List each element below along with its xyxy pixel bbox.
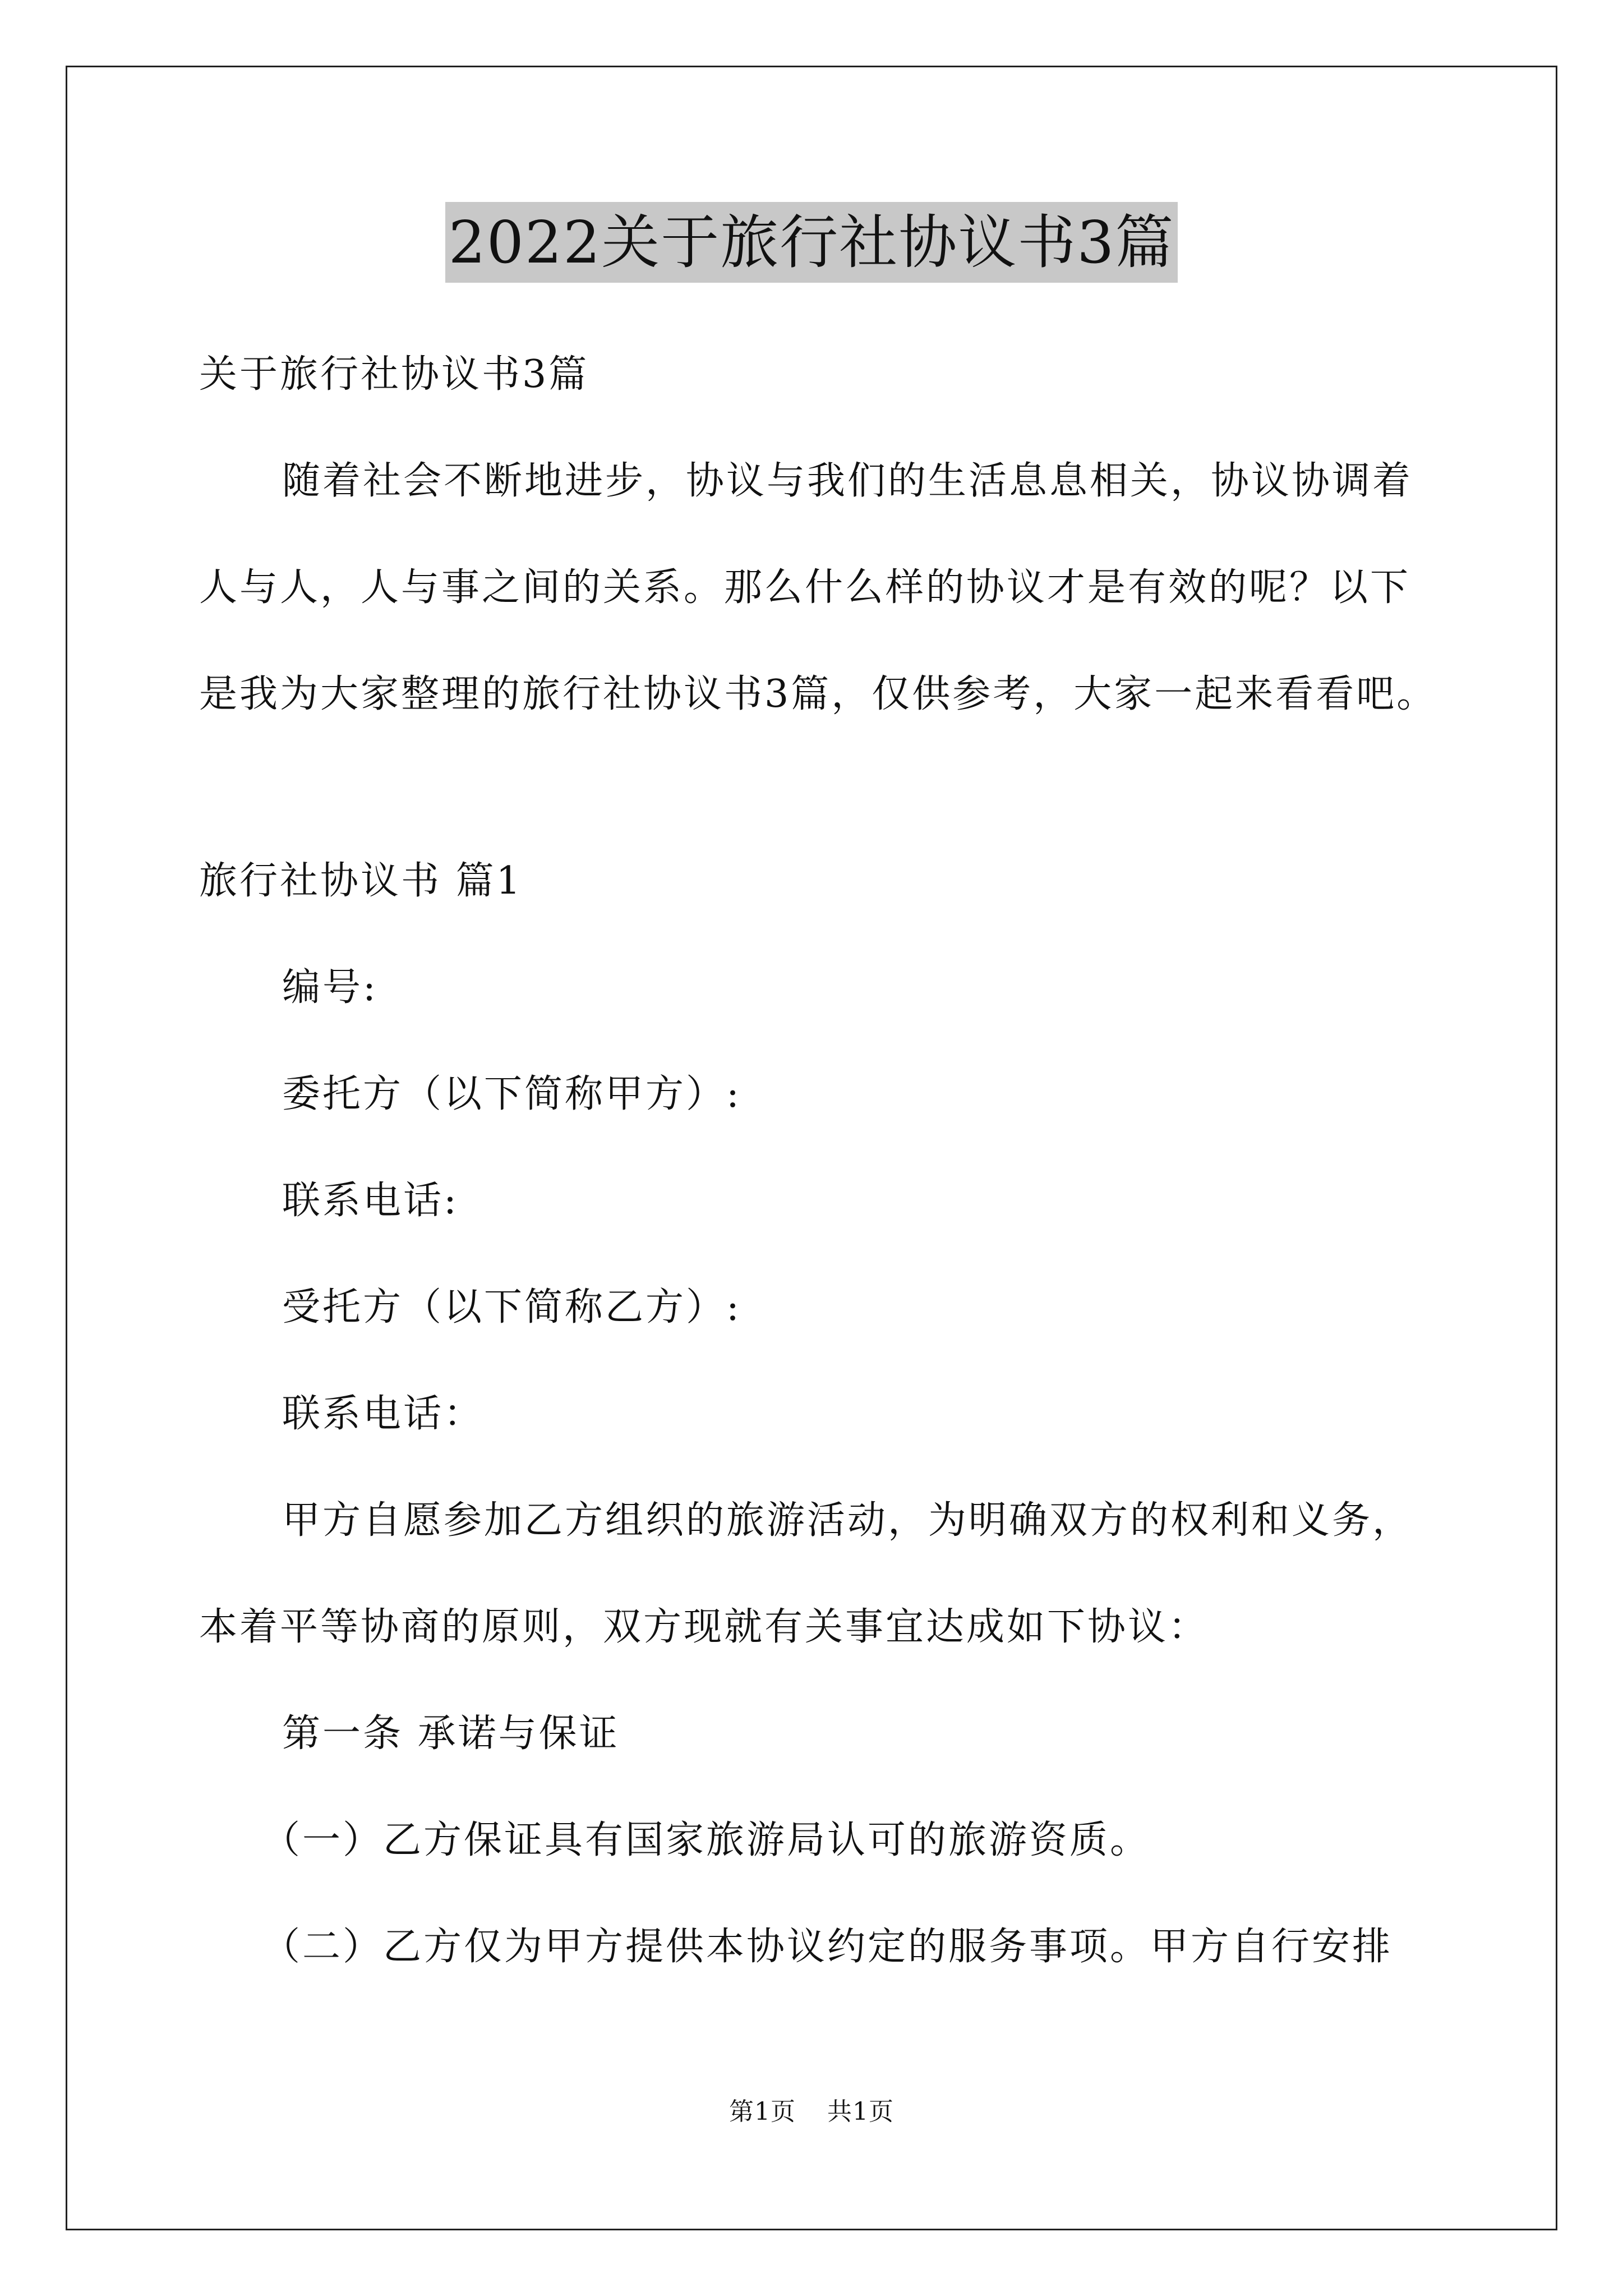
agent-phone-label: 联系电话： xyxy=(282,1392,485,1436)
agent-field-label: 受托方（以下简称乙方）: xyxy=(282,1285,741,1329)
intro-paragraph: 随着社会不断地进步，协议与我们的生活息息相关，协议协调着人与人，人与事之间的关系。那么什么样的协议才是有效的呢？以下是我为大家整理的旅行社协议书3篇，仅供参考，大家一起来看看吧。 xyxy=(199,459,1437,716)
preamble-paragraph: 甲方自愿参加乙方组织的旅游活动，为明确双方的权利和义务，本着平等协商的原则，双方现就有关事宜达成如下协议： xyxy=(199,1498,1413,1649)
page-footer xyxy=(0,2095,1623,2129)
document-title: 2022关于旅行社协议书3篇 xyxy=(445,202,1178,283)
page-number-total: 共1页 xyxy=(827,2097,894,2126)
number-field-label: 编号: xyxy=(282,965,378,1010)
principal-field-label: 委托方（以下简称甲方）: xyxy=(282,1072,741,1116)
article-1-heading: 第一条 承诺与保证 xyxy=(282,1711,620,1756)
document-body xyxy=(199,348,1450,2027)
section-heading: 旅行社协议书 篇1 xyxy=(199,859,523,903)
title-wrapper xyxy=(0,202,1623,283)
document-subtitle: 关于旅行社协议书3篇 xyxy=(199,352,589,397)
principal-phone-label: 联系电话: xyxy=(282,1179,459,1223)
article-1-item-1: （一）乙方保证具有国家旅游局认可的旅游资质。 xyxy=(262,1818,1151,1862)
article-1-item-2: （二）乙方仅为甲方提供本协议约定的服务事项。甲方自行安排 xyxy=(262,1925,1393,1969)
page-number-current: 第1页 xyxy=(729,2097,796,2126)
